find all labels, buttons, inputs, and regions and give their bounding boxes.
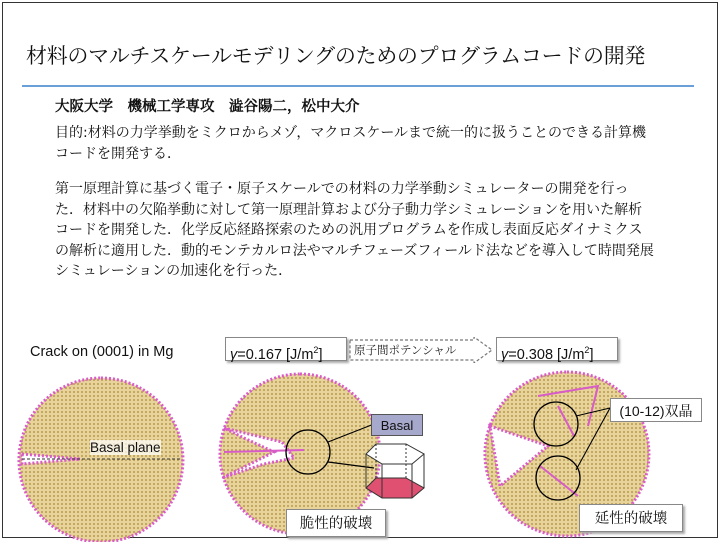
brittle-caption: 脆性的破壊 [286,509,386,537]
gamma-symbol: γ [501,346,509,363]
slide-title: 材料のマルチスケールモデリングのためのプログラムコードの開発 [26,44,646,68]
gamma-right-value: =0.308 [J/m [508,346,585,363]
title-divider [22,85,694,87]
basal-plane-label: Basal plane [90,440,161,455]
body-text: 第一原理計算に基づく電子・原子スケールでの材料の力学挙動シミュレーターの開発を行った．材料中の欠陥挙動に対して第一原理計算および分子動力学シミュレーションを用いた解析コードを開発した．化学反応経路探索のための汎用プログラムを作成し表面反応ダイナミクスの解析に適用した．動的モンテカルロ法やマルチフェーズフィールド法などを導入して時間発展シミュレーションの加速化を行った． [55,181,654,279]
potential-arrow-label: 原子間ポテンシャル [354,343,457,357]
unit-power: 2 [313,345,319,355]
gamma-symbol: γ [230,346,238,363]
ductile-caption: 延性的破壊 [579,504,683,532]
gamma-left-box [225,337,347,361]
twin-label: (10-12)双晶 [610,398,702,422]
authors: 大阪大学 機械工学専攻 澁谷陽二，松中大介 [55,99,360,115]
unit-close: ] [589,346,594,363]
purpose-text: 目的:材料の力学挙動をミクロからメゾ，マクロスケールまで統一的に扱うことのできる計算機コードを開発する． [55,125,647,162]
unit-power: 2 [584,345,590,355]
gamma-right-box [496,337,618,361]
basal-label: Basal [371,414,423,436]
crack-initial-disc [12,370,190,542]
crack-label: Crack on (0001) in Mg [30,344,174,360]
gamma-left-value: =0.167 [J/m [237,346,314,363]
unit-close: ] [318,346,323,363]
hcp-prism-icon [362,440,430,502]
